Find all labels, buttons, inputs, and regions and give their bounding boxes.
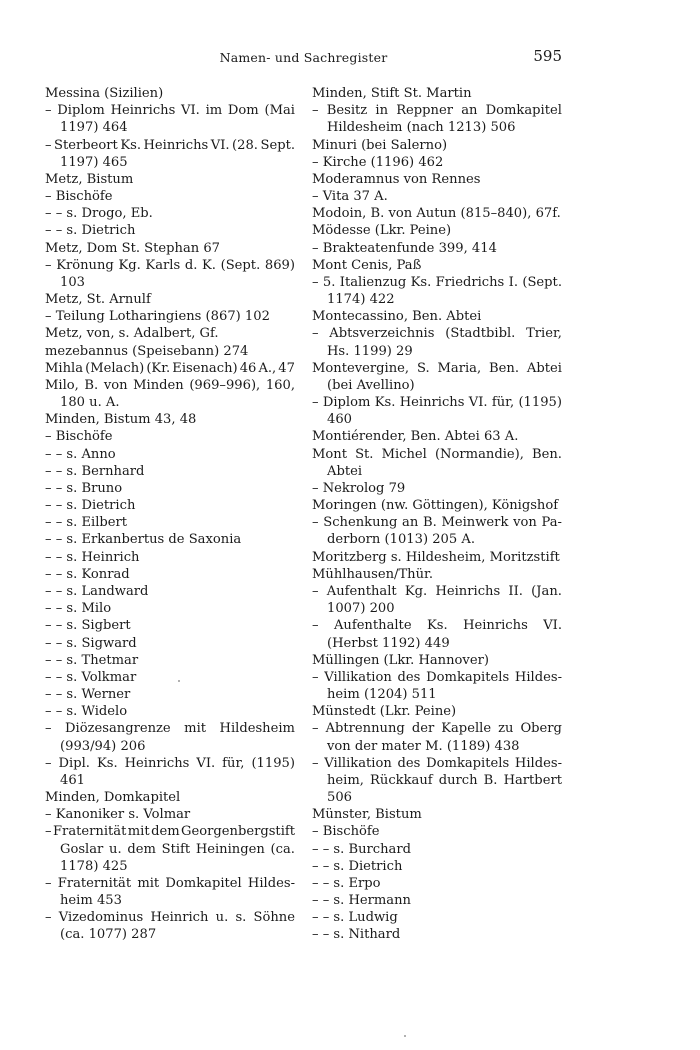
index-entry: – – s. Volkmar (45, 669, 137, 685)
index-entry: – – s. Bruno (45, 480, 123, 496)
index-entry-continuation: 180 u. A. (60, 395, 120, 411)
index-entry: – Diplom Ks. Heinrichs VI. für, (1195) (312, 395, 562, 411)
index-column-left (45, 85, 295, 944)
index-entry: – – s. Dietrich (312, 858, 403, 874)
index-entry: Mont Cenis, Paß (312, 257, 422, 273)
index-entry-continuation: (ca. 1077) 287 (60, 927, 157, 943)
index-entry: – Fraternität mit Domkapitel Hildes- (45, 875, 295, 891)
index-entry-continuation: derborn (1013) 205 A. (327, 532, 475, 548)
index-entry: – Bischöfe (312, 824, 380, 840)
index-entry: Metz, von, s. Adalbert, Gf. (45, 326, 219, 342)
index-entry: – – s. Sigbert (45, 618, 131, 634)
index-entry: – – s. Konrad (45, 566, 130, 582)
index-entry-continuation: von der mater M. (1189) 438 (327, 738, 520, 754)
index-entry: Minuri (bei Salerno) (312, 137, 448, 153)
index-entry-continuation: heim 453 (60, 893, 122, 909)
index-entry-continuation: Hs. 1199) 29 (327, 343, 413, 359)
index-entry: Moritzberg s. Hildesheim, Moritzstift (312, 549, 560, 565)
index-entry: Montiérender, Ben. Abtei 63 A. (312, 429, 519, 445)
index-entry: – – s. Hermann (312, 893, 411, 909)
index-entry: – – s. Erkanbertus de Saxonia (45, 532, 242, 548)
index-entry: – Bischöfe (45, 429, 113, 445)
print-speck (178, 680, 180, 682)
index-entry: mezebannus (Speisebann) 274 (45, 343, 249, 359)
index-entry-continuation: 506 (327, 790, 352, 806)
index-entry: Münstedt (Lkr. Peine) (312, 704, 457, 720)
index-entry: Müllingen (Lkr. Hannover) (312, 652, 489, 668)
index-entry: Moderamnus von Rennes (312, 171, 481, 187)
index-entry: Messina (Sizilien) (45, 86, 164, 101)
index-entry: – Diözesangrenze mit Hildesheim (45, 721, 295, 737)
index-entry: Metz, St. Arnulf (45, 292, 151, 308)
index-entry: Montevergine, S. Maria, Ben. Abtei (312, 360, 562, 376)
index-entry: – Villikation des Domkapitels Hildes- (312, 669, 562, 685)
index-entry: Modoin, B. von Autun (815–840), 67f. (312, 206, 561, 222)
index-entry-continuation: Goslar u. dem Stift Heiningen (ca. (60, 841, 295, 857)
index-entry-continuation: 1178) 425 (60, 858, 128, 874)
index-entry-continuation: (993/94) 206 (60, 738, 146, 754)
index-entry: – 5. Italienzug Ks. Friedrichs I. (Sept. (312, 274, 562, 290)
index-entry: – Abtrennung der Kapelle zu Oberg (312, 721, 562, 737)
index-entry-continuation: 103 (60, 274, 85, 290)
index-entry: – Brakteatenfunde 399, 414 (312, 240, 497, 256)
running-title: Namen- und Sachregister (219, 50, 388, 65)
index-entry: – – s. Ludwig (312, 910, 398, 926)
index-entry: – – s. Dietrich (45, 498, 136, 514)
print-speck (404, 1035, 406, 1037)
index-entry: – Dipl. Ks. Heinrichs VI. für, (1195) (45, 755, 295, 771)
index-entry: Mühlhausen/Thür. (312, 566, 434, 582)
index-entry: Milo, B. von Minden (969–996), 160, (45, 377, 295, 393)
index-entry-continuation: 1174) 422 (327, 292, 395, 308)
index-entry: – Villikation des Domkapitels Hildes- (312, 755, 562, 771)
index-entry: – Vita 37 A. (312, 189, 388, 205)
index-entry: Mihla (Melach) (Kr. Eisenach) 46 A., 47 (45, 360, 295, 376)
index-entry-continuation: 1197) 465 (60, 154, 128, 170)
index-entry: Mödesse (Lkr. Peine) (312, 223, 452, 239)
index-entry: – – s. Eilbert (45, 515, 128, 531)
index-entry: – – s. Thetmar (45, 652, 139, 668)
index-entry-continuation: heim (1204) 511 (327, 687, 437, 703)
index-entry: Metz, Dom St. Stephan 67 (45, 240, 221, 256)
index-entry-continuation: Abtei (327, 463, 363, 479)
index-entry-continuation: (bei Avellino) (327, 377, 415, 393)
index-column-right (312, 85, 562, 944)
page-number: 595 (533, 47, 562, 65)
index-entry: – – s. Widelo (45, 704, 128, 720)
index-entry: – Besitz in Reppner an Domkapitel (312, 103, 562, 119)
index-entry: Moringen (nw. Göttingen), Königshof (312, 498, 559, 514)
page-header (45, 47, 562, 70)
index-entry: – Schenkung an B. Meinwerk von Pa- (312, 515, 562, 531)
index-entry-continuation: Hildesheim (nach 1213) 506 (327, 120, 516, 136)
index-entry: – Kirche (1196) 462 (312, 154, 444, 170)
index-entry: – – s. Bernhard (45, 463, 145, 479)
index-entry: – – s. Heinrich (45, 549, 140, 565)
index-entry: Münster, Bistum (312, 807, 422, 823)
index-entry: – Aufenthalt Kg. Heinrichs II. (Jan. (312, 583, 562, 599)
index-entry: – – s. Drogo, Eb. (45, 206, 153, 222)
index-entry: – – s. Dietrich (45, 223, 136, 239)
index-entry: – Nekrolog 79 (312, 480, 406, 496)
index-entry: – Abtsverzeichnis (Stadtbibl. Trier, (312, 326, 562, 342)
index-entry: – Kanoniker s. Volmar (45, 807, 191, 823)
index-entry-continuation: heim, Rückkauf durch B. Hartbert (327, 772, 562, 788)
index-entry: – Bischöfe (45, 189, 113, 205)
index-entry: Mont St. Michel (Normandie), Ben. (312, 446, 562, 462)
index-entry: Minden, Domkapitel (45, 790, 181, 806)
index-entry: – Teilung Lotharingiens (867) 102 (45, 309, 270, 325)
index-entry: Minden, Bistum 43, 48 (45, 412, 197, 428)
index-entry: – – s. Werner (45, 687, 131, 703)
index-entry: – Diplom Heinrichs VI. im Dom (Mai (45, 103, 295, 119)
index-entry: Metz, Bistum (45, 171, 134, 187)
index-entry-continuation: 460 (327, 412, 352, 428)
index-entry: – Krönung Kg. Karls d. K. (Sept. 869) (45, 257, 295, 273)
index-entry: – Aufenthalte Ks. Heinrichs VI. (312, 618, 562, 634)
index-entry: – – s. Nithard (312, 927, 401, 943)
index-entry: – Sterbeort Ks. Heinrichs VI. (28. Sept. (45, 137, 295, 153)
index-entry: – – s. Sigward (45, 635, 137, 651)
index-entry: – Fraternität mit dem Georgenbergstift (45, 824, 295, 840)
index-entry-continuation: 461 (60, 772, 85, 788)
index-entry: – Vizedominus Heinrich u. s. Söhne (45, 910, 295, 926)
index-entry: – – s. Milo (45, 601, 112, 617)
index-entry: Montecassino, Ben. Abtei (312, 309, 482, 325)
index-entry: – – s. Landward (45, 583, 149, 599)
index-entry: – – s. Anno (45, 446, 116, 462)
index-entry-continuation: 1197) 464 (60, 120, 128, 136)
index-entry: – – s. Erpo (312, 875, 381, 891)
index-entry-continuation: 1007) 200 (327, 601, 395, 617)
index-entry: Minden, Stift St. Martin (312, 86, 472, 101)
index-entry: – – s. Burchard (312, 841, 411, 857)
index-entry-continuation: (Herbst 1192) 449 (327, 635, 450, 651)
